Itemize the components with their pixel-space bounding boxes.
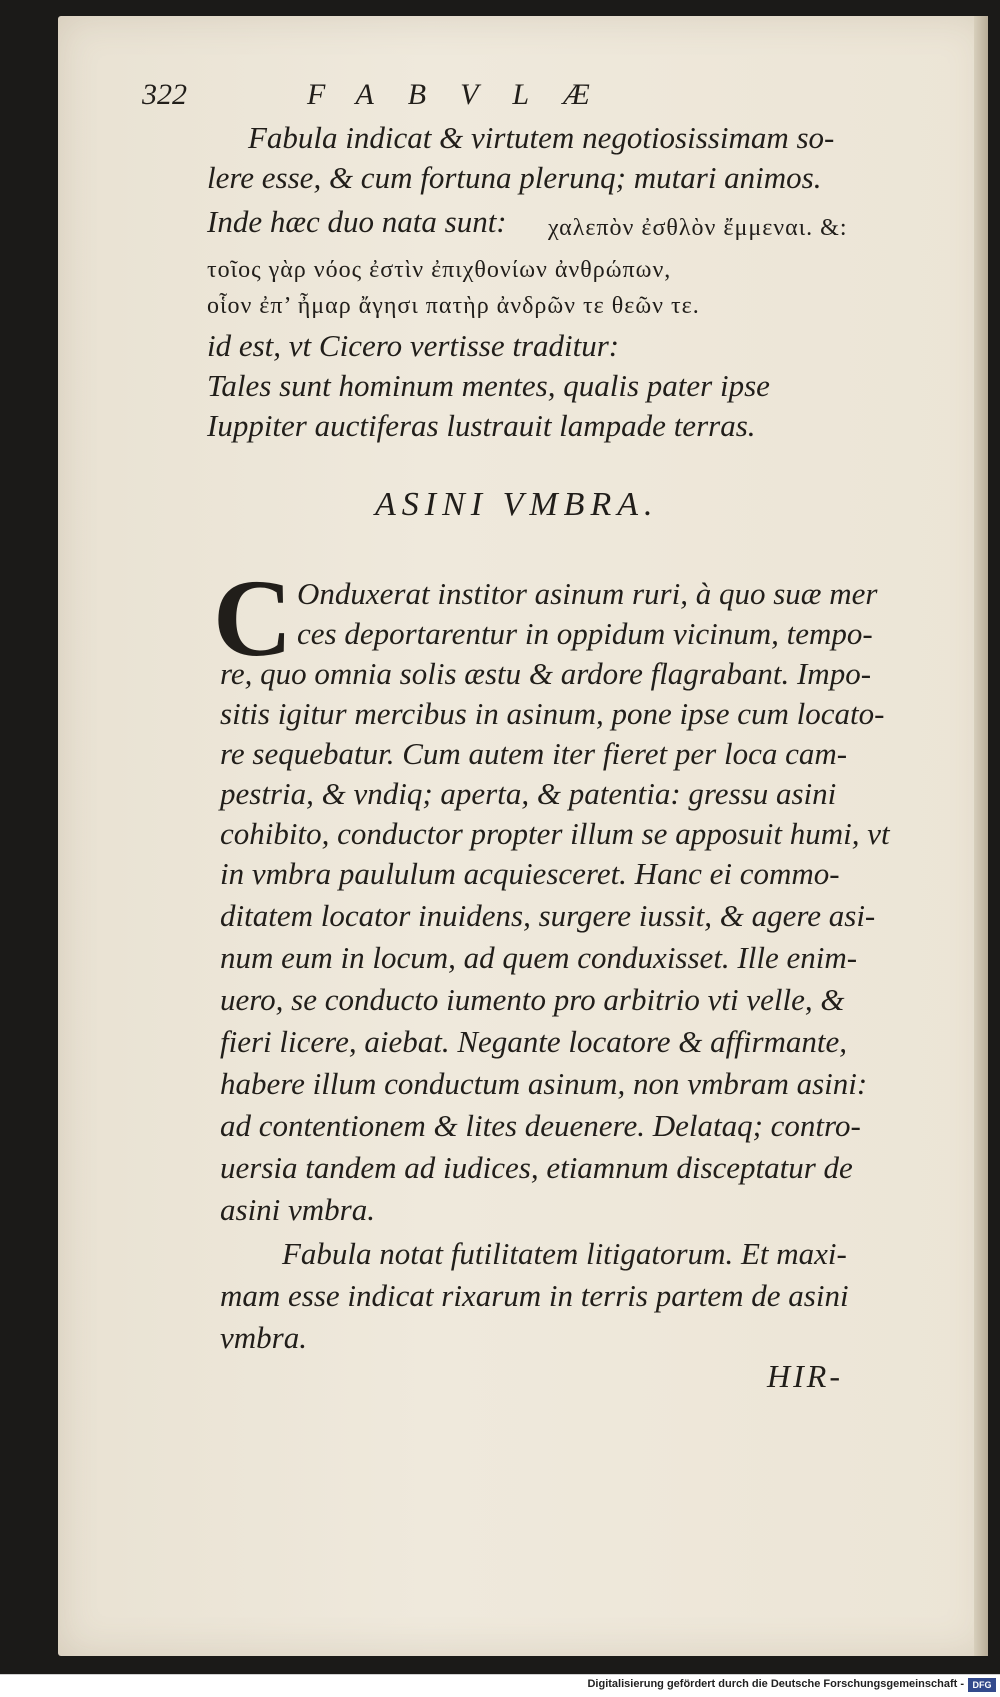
greek-quote-line-1: χαλεπὸν ἐσθλὸν ἔμμεναι. &: <box>548 215 848 241</box>
verse-line-1: Tales sunt hominum mentes, qualis pater ipse <box>207 368 770 403</box>
greek-quote-line-3: οἷον ἐπ’ ἦμαρ ἄγησι πατὴρ ἀνδρῶν τε θεῶν τε. <box>207 293 700 319</box>
fable-line-5: re sequebatur. Cum autem iter fieret per loca cam- <box>220 736 848 771</box>
fable-line-14: ad contentionem & lites deuenere. Delataq; contro- <box>220 1108 861 1143</box>
fable-line-1: Onduxerat institor asinum ruri, à quo suæ mer <box>297 576 878 611</box>
fable-line-3: re, quo omnia solis æstu & ardore flagrabant. Impo- <box>220 656 872 691</box>
fable-line-10: num eum in locum, ad quem conduxisset. Ille enim- <box>220 940 858 975</box>
fable-line-6: pestria, & vndiq; aperta, & patentia: gressu asini <box>220 776 837 811</box>
dfg-logo-icon: DFG <box>968 1678 996 1692</box>
fable-line-7: cohibito, conductor propter illum se apposuit humi, vt <box>220 816 890 851</box>
digitization-footer <box>0 1674 1000 1697</box>
fable-line-8: in vmbra paululum acquiesceret. Hanc ei commo- <box>220 856 840 891</box>
greek-quote-line-2: τοῖος γὰρ νόος ἐστὶν ἐπιχθονίων ἀνθρώπων, <box>207 257 672 283</box>
moral-line-1: Fabula notat futilitatem litigatorum. Et maxi- <box>282 1236 847 1271</box>
fable-line-4: sitis igitur mercibus in asinum, pone ipse cum locato- <box>220 696 885 731</box>
previous-moral-line-2: lere esse, & cum fortuna plerunq; mutari animos. <box>207 160 822 195</box>
moral-line-2: mam esse indicat rixarum in terris partem de asini <box>220 1278 849 1313</box>
translation-note-line: id est, vt Cicero vertisse traditur: <box>207 328 620 363</box>
previous-moral-line-1: Fabula indicat & virtutem negotiosissimam so- <box>248 120 835 155</box>
fable-title: ASINI VMBRA. <box>375 486 659 523</box>
previous-moral-line-3: Inde hæc duo nata sunt: <box>207 204 507 239</box>
page-header <box>142 78 762 118</box>
fable-line-12: fieri licere, aiebat. Negante locatore & affirmante, <box>220 1024 848 1059</box>
fable-line-15: uersia tandem ad iudices, etiamnum disceptatur de <box>220 1150 853 1185</box>
fable-line-13: habere illum conductum asinum, non vmbram asini: <box>220 1066 868 1101</box>
fable-line-9: ditatem locator inuidens, surgere iussit, & agere asi- <box>220 898 876 933</box>
page-number: 322 <box>142 78 187 111</box>
fable-line-16: asini vmbra. <box>220 1192 375 1227</box>
moral-line-3: vmbra. <box>220 1320 307 1355</box>
funding-credit: Digitalisierung gefördert durch die Deutsche Forschungsgemeinschaft - <box>587 1678 964 1690</box>
fable-line-11: uero, se conducto iumento pro arbitrio vti velle, & <box>220 982 845 1017</box>
fable-line-2: ces deportarentur in oppidum vicinum, tempo- <box>297 616 873 651</box>
catchword: HIR- <box>767 1358 843 1394</box>
verse-line-2: Iuppiter auctiferas lustrauit lampade terras. <box>207 408 756 443</box>
running-title: FABVLÆ <box>307 78 624 111</box>
drop-cap: C <box>213 557 293 679</box>
